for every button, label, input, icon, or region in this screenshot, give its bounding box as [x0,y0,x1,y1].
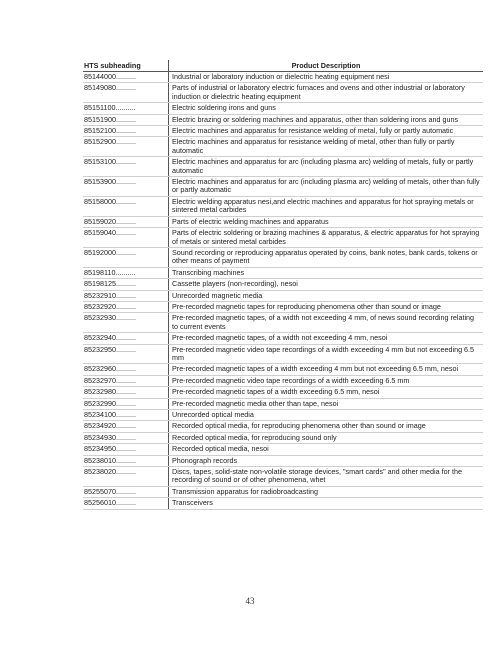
table-row [83,301,483,312]
table-row [83,247,483,267]
table-row [83,398,483,409]
table-row [83,486,483,497]
description-cell: Industrial or laboratory induction or dielectric heating equipment nesi [169,72,484,83]
hts-code-cell: 85238020.......... [83,467,169,487]
hts-code-cell: 85234950.......... [83,444,169,455]
hts-code-cell: 85153100.......... [83,157,169,177]
description-cell: Pre-recorded magnetic video tape recordings of a width exceeding 4 mm but not exceeding 6.5 mm [169,344,484,364]
hts-code-cell: 85159020.......... [83,216,169,227]
description-cell: Transcribing machines [169,267,484,278]
table-row [83,267,483,278]
table-header-row [83,60,483,72]
hts-code-cell: 85232950.......... [83,344,169,364]
table-row [83,279,483,290]
table-row [83,126,483,137]
hts-code-cell: 85232920.......... [83,301,169,312]
description-cell: Parts of industrial or laboratory electric furnaces and ovens and other industrial or laboratory induction or dielectric heating equipment [169,83,484,103]
description-cell: Phonograph records [169,455,484,466]
description-cell: Electric welding apparatus nesi,and electric machines and apparatus for hot spraying metals or sintered metal carbides [169,196,484,216]
description-cell: Pre-recorded magnetic tapes, of a width not exceeding 4 mm, of news sound recording relating to current events [169,313,484,333]
hts-code-cell: 85232930.......... [83,313,169,333]
description-cell: Recorded optical media, nesoi [169,444,484,455]
header-hts-subheading: HTS subheading [83,60,169,72]
description-cell: Cassette players (non-recording), nesoi [169,279,484,290]
table-row [83,177,483,197]
table-row [83,290,483,301]
table-row [83,72,483,83]
hts-code-cell: 85234920.......... [83,421,169,432]
description-cell: Discs, tapes, solid-state non-volatile storage devices, "smart cards" and other media for the recording of sound or of other phenomena, whet [169,467,484,487]
hts-code-cell: 85232910.......... [83,290,169,301]
page-number: 43 [245,596,255,606]
table-row [83,333,483,344]
table-row [83,498,483,509]
table-row [83,410,483,421]
description-cell: Pre-recorded magnetic video tape recordings of a width exceeding 6.5 mm [169,375,484,386]
table-row [83,137,483,157]
table-row [83,467,483,487]
table-row [83,157,483,177]
hts-code-cell: 85234100.......... [83,410,169,421]
table-row [83,103,483,114]
description-cell: Pre-recorded magnetic tapes of a width exceeding 4 mm but not exceeding 6.5 mm, nesoi [169,364,484,375]
description-cell: Electric machines and apparatus for resistance welding of metal, other than fully or partly automatic [169,137,484,157]
hts-table [83,60,483,510]
description-cell: Parts of electric welding machines and apparatus [169,216,484,227]
header-product-description: Product Description [169,60,484,72]
description-cell: Pre-recorded magnetic media other than tape, nesoi [169,398,484,409]
table-row [83,432,483,443]
table-row [83,455,483,466]
description-cell: Pre-recorded magnetic tapes, of a width not exceeding 4 mm, nesoi [169,333,484,344]
hts-code-cell: 85159040.......... [83,228,169,248]
hts-code-cell: 85152900.......... [83,137,169,157]
description-cell: Parts of electric soldering or brazing machines & apparatus, & electric apparatus for hot spraying of metals or sintered metal carbides [169,228,484,248]
table-row [83,364,483,375]
description-cell: Electric machines and apparatus for arc (including plasma arc) welding of metals, other than fully or partly automatic [169,177,484,197]
table-body [83,72,483,510]
hts-code-cell: 85151900.......... [83,114,169,125]
hts-code-cell: 85234930.......... [83,432,169,443]
hts-code-cell: 85158000.......... [83,196,169,216]
table-row [83,196,483,216]
table-row [83,387,483,398]
description-cell: Unrecorded magnetic media [169,290,484,301]
description-cell: Recorded optical media, for reproducing phenomena other than sound or image [169,421,484,432]
description-cell: Electric machines and apparatus for arc (including plasma arc) welding of metals, fully or partly automatic [169,157,484,177]
table-row [83,228,483,248]
hts-code-cell: 85232990.......... [83,398,169,409]
table-row [83,421,483,432]
table-row [83,114,483,125]
hts-code-cell: 85232940.......... [83,333,169,344]
description-cell: Recorded optical media, for reproducing sound only [169,432,484,443]
hts-code-cell: 85232980.......... [83,387,169,398]
hts-code-cell: 85256010.......... [83,498,169,509]
table-row [83,375,483,386]
description-cell: Electric machines and apparatus for resistance welding of metal, fully or partly automatic [169,126,484,137]
table-row [83,344,483,364]
description-cell: Pre-recorded magnetic tapes of a width exceeding 6.5 mm, nesoi [169,387,484,398]
description-cell: Sound recording or reproducing apparatus operated by coins, bank notes, bank cards, tokens or other means of payment [169,247,484,267]
hts-code-cell: 85144000.......... [83,72,169,83]
hts-code-cell: 85192000.......... [83,247,169,267]
table-row [83,216,483,227]
hts-code-cell: 85153900.......... [83,177,169,197]
hts-code-cell: 85232960.......... [83,364,169,375]
hts-code-cell: 85238010.......... [83,455,169,466]
table-row [83,444,483,455]
description-cell: Electric brazing or soldering machines and apparatus, other than soldering irons and guns [169,114,484,125]
description-cell: Electric soldering irons and guns [169,103,484,114]
hts-code-cell: 85255070.......... [83,486,169,497]
description-cell: Pre-recorded magnetic tapes for reproducing phenomena other than sound or image [169,301,484,312]
description-cell: Transceivers [169,498,484,509]
hts-code-cell: 85151100.......... [83,103,169,114]
hts-code-cell: 85198110.......... [83,267,169,278]
table-row [83,313,483,333]
hts-code-cell: 85149080.......... [83,83,169,103]
hts-code-cell: 85232970.......... [83,375,169,386]
hts-code-cell: 85152100.......... [83,126,169,137]
description-cell: Transmission apparatus for radiobroadcasting [169,486,484,497]
hts-code-cell: 85198125.......... [83,279,169,290]
table-row [83,83,483,103]
description-cell: Unrecorded optical media [169,410,484,421]
